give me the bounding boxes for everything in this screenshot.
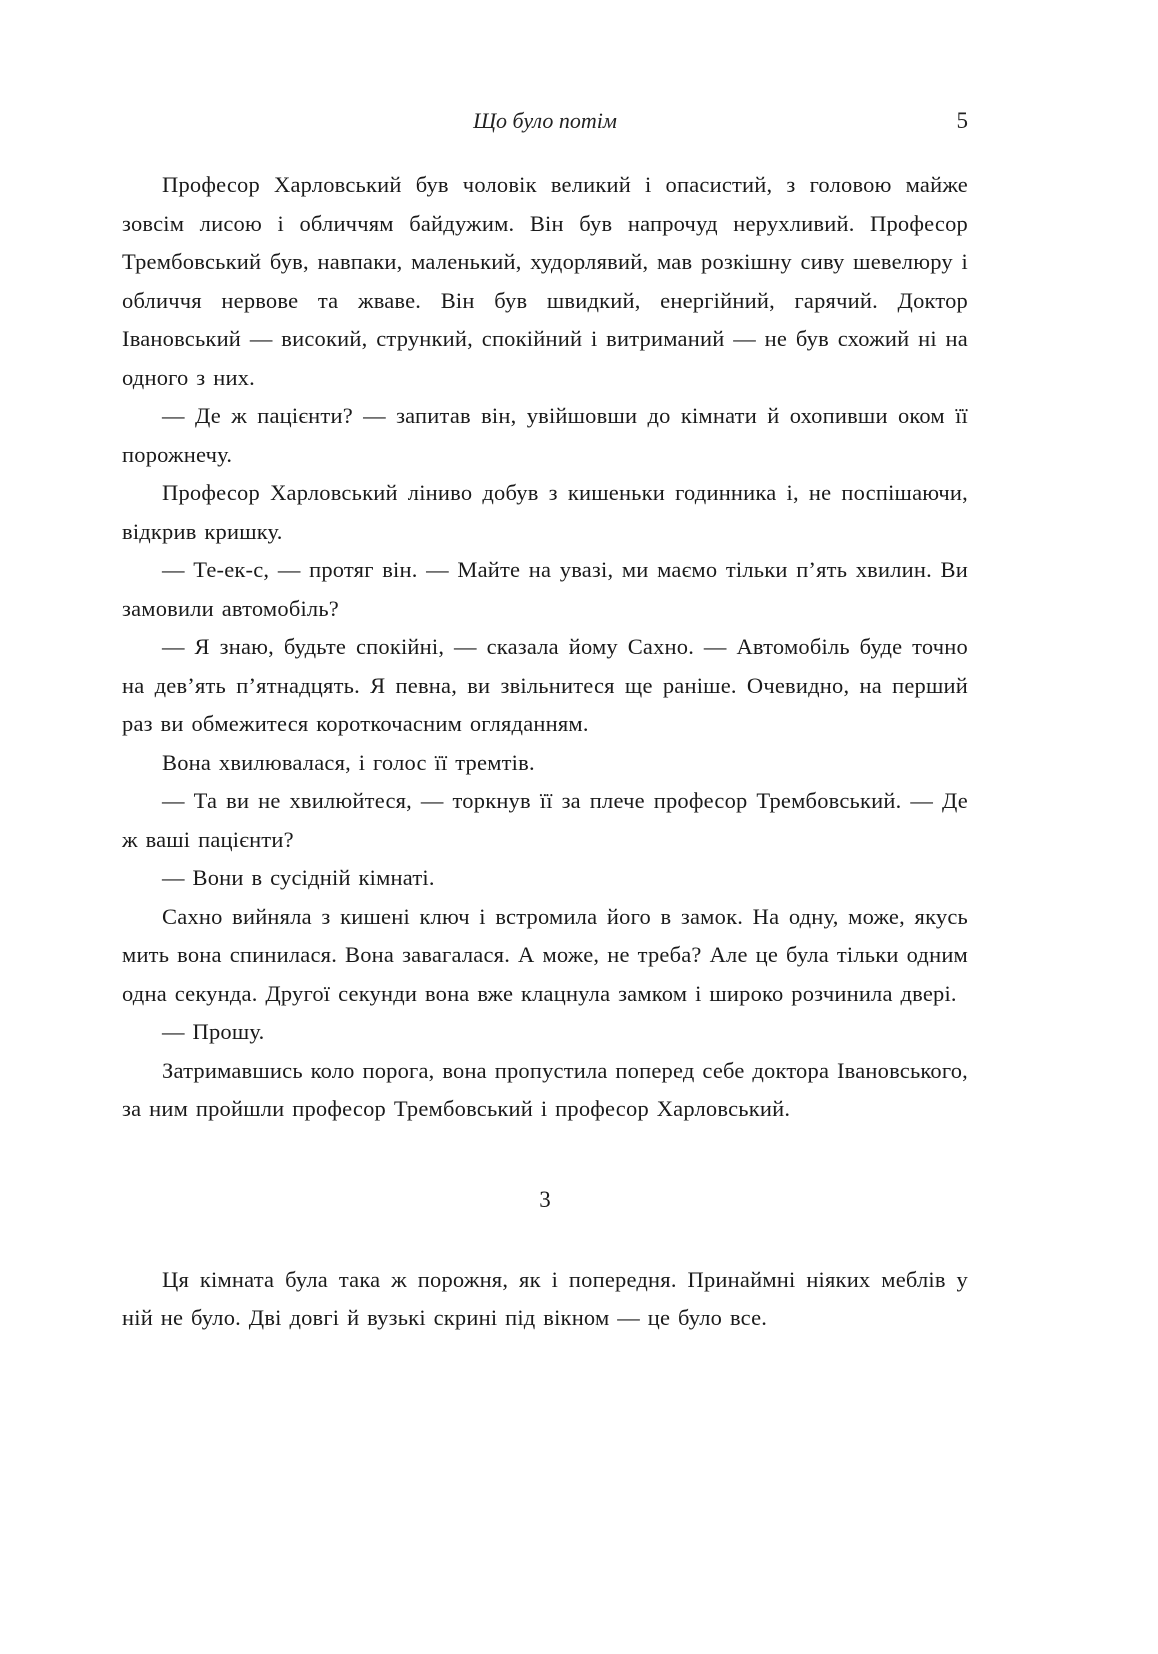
paragraph: — Та ви не хвилюйтеся, — торкнув її за плече професор Трембовський. — Де ж ваші пацієнти? [122, 788, 968, 852]
paragraph: Затримавшись коло порога, вона пропустила поперед себе доктора Івановського, за ним пройшли професор Трембовський і професор Харловський. [122, 1057, 968, 1121]
paragraph: Професор Харловський був чоловік великий і опасистий, з головою майже зовсім лисою і обличчям байдужим. Він був напрочуд нерухливий. Професор Трембовський був, навпаки, маленький, худорлявий, мав розкішну сиву шевелюру і обличчя нервове та жваве. Він був швидкий, енергійний, гарячий. Доктор Івановський — високий, стрункий, спокійний і витриманий — не був схожий ні на одного з них. [122, 172, 968, 390]
chapter-title: Що було потім [473, 108, 617, 133]
paragraph: — Те-ек-с, — протяг він. — Майте на увазі, ми маємо тільки п’ять хвилин. Ви замовили автомобіль? [122, 557, 968, 621]
paragraph: — Вони в сусідній кімнаті. [162, 865, 435, 890]
paragraph: Сахно вийняла з кишені ключ і встромила його в замок. На одну, може, якусь мить вона спинилася. Вона завагалася. А може, не треба? Але це була тільки одним одна секунда. Другої секунди вона вже клацнула замком і широко розчинила двері. [122, 903, 968, 1006]
running-header [122, 106, 968, 136]
paragraph: Професор Харловський ліниво добув з кишеньки годинника і, не поспішаючи, відкрив кришку. [122, 480, 968, 544]
paragraph: — Прошу. [162, 1019, 265, 1044]
paragraph: — Де ж пацієнти? — запитав він, увійшовши до кімнати й охопивши оком її порожнечу. [122, 403, 968, 467]
section-number: 3 [539, 1186, 551, 1212]
page-number: 5 [956, 108, 968, 133]
paragraph: Вона хвилювалася, і голос її тремтів. [162, 749, 535, 775]
body-text [122, 166, 968, 1338]
paragraph: — Я знаю, будьте спокійні, — сказала йому Сахно. — Автомобіль буде точно на дев’ять п’ятнадцять. Я певна, ви звільнитеся ще раніше. Очевидно, на перший раз ви обмежитеся короткочасним огляданням. [122, 634, 968, 736]
paragraph: Ця кімната була така ж порожня, як і попередня. Принаймні ніяких меблів у ній не було. Дві довгі й вузькі скрині під вікном — це було все. [122, 1266, 968, 1330]
